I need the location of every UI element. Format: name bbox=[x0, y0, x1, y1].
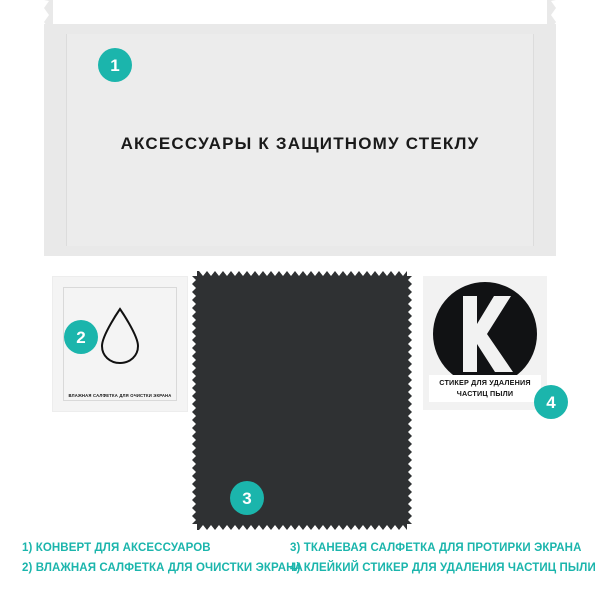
envelope-right-serrated-edge bbox=[547, 0, 556, 232]
envelope-left-serrated-edge bbox=[44, 0, 53, 232]
legend-item-4: 4) КЛЕЙКИЙ СТИКЕР ДЛЯ УДАЛЕНИЯ ЧАСТИЦ ПЫЛИ bbox=[290, 562, 596, 574]
microfiber-cloth bbox=[197, 276, 407, 524]
legend bbox=[22, 542, 596, 582]
legend-item-1: 1) КОНВЕРТ ДЛЯ АКСЕССУАРОВ bbox=[22, 542, 211, 554]
cloth-top-serrated-edge bbox=[197, 271, 407, 277]
badge-2: 2 bbox=[64, 320, 98, 354]
sticker-caption-line1: СТИКЕР ДЛЯ УДАЛЕНИЯ bbox=[439, 378, 531, 388]
legend-item-2: 2) ВЛАЖНАЯ САЛФЕТКА ДЛЯ ОЧИСТКИ ЭКРАНА bbox=[22, 562, 303, 574]
sticker-caption-line2: ЧАСТИЦ ПЫЛИ bbox=[456, 388, 514, 398]
badge-3: 3 bbox=[230, 481, 264, 515]
brand-k-logo-icon bbox=[433, 282, 537, 386]
cloth-left-serrated-edge bbox=[192, 276, 198, 524]
sticker-caption bbox=[429, 375, 541, 402]
badge-1: 1 bbox=[98, 48, 132, 82]
badge-4: 4 bbox=[534, 385, 568, 419]
envelope-title: АКСЕССУАРЫ К ЗАЩИТНОМУ СТЕКЛУ bbox=[120, 134, 480, 153]
legend-item-3: 3) ТКАНЕВАЯ САЛФЕТКА ДЛЯ ПРОТИРКИ ЭКРАНА bbox=[290, 542, 582, 554]
cloth-right-serrated-edge bbox=[406, 276, 412, 524]
wet-wipe-caption: ВЛАЖНАЯ САЛФЕТКА ДЛЯ ОЧИСТКИ ЭКРАНА bbox=[68, 392, 172, 398]
cloth-bottom-serrated-edge bbox=[197, 524, 407, 530]
dust-removal-sticker bbox=[423, 276, 547, 410]
water-drop-icon bbox=[98, 307, 142, 365]
